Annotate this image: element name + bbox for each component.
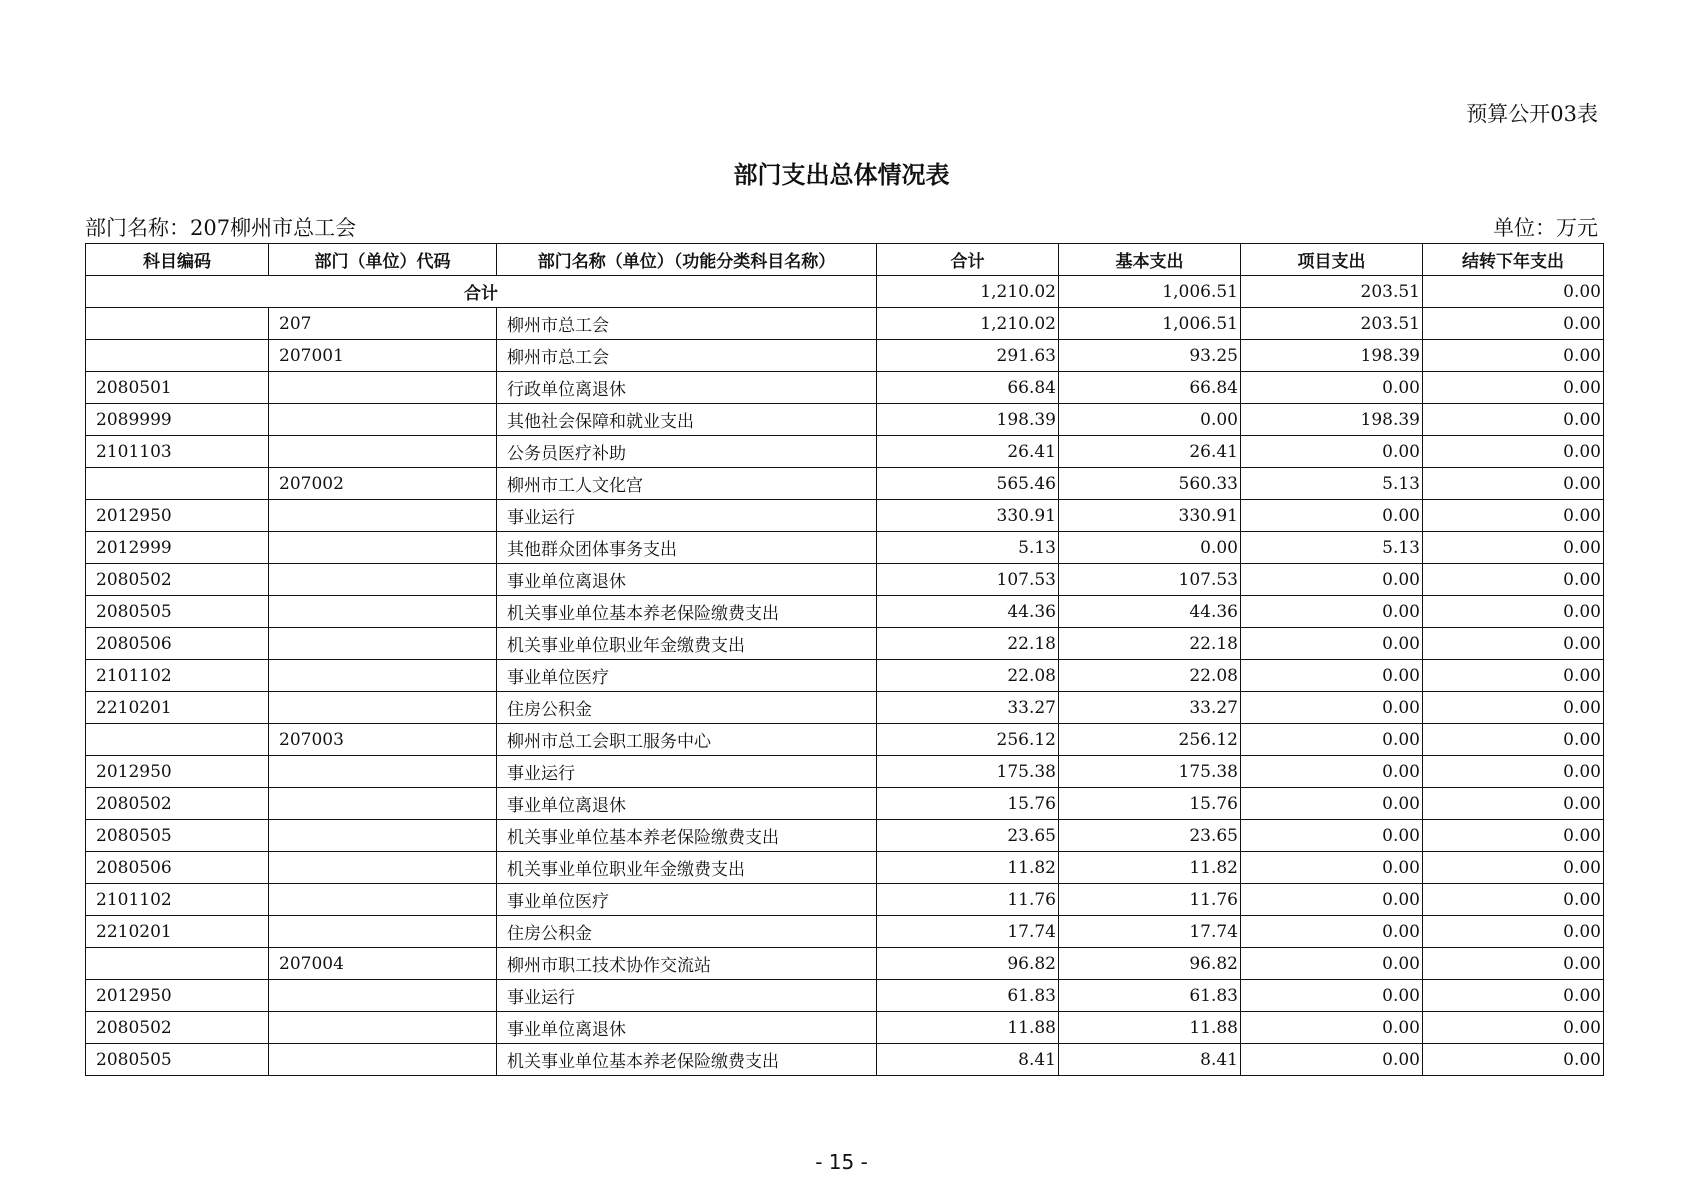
cell-subject-code: 2101102 [86, 884, 269, 916]
cell-name: 柳州市总工会 [497, 340, 877, 372]
cell-basic: 96.82 [1059, 948, 1241, 980]
cell-total: 96.82 [877, 948, 1059, 980]
cell-unit-code [269, 436, 497, 468]
cell-subject-code: 2101103 [86, 436, 269, 468]
cell-project: 0.00 [1241, 500, 1423, 532]
cell-name: 行政单位离退休 [497, 372, 877, 404]
table-row [86, 404, 1604, 436]
cell-name: 机关事业单位基本养老保险缴费支出 [497, 1044, 877, 1076]
col-header-unit-code: 部门（单位）代码 [269, 244, 497, 276]
table-row [86, 596, 1604, 628]
cell-unit-code [269, 884, 497, 916]
cell-unit-code [269, 916, 497, 948]
cell-subject-code: 2101102 [86, 660, 269, 692]
cell-total: 44.36 [877, 596, 1059, 628]
cell-name: 事业运行 [497, 756, 877, 788]
cell-subject-code: 2210201 [86, 916, 269, 948]
cell-subject-code: 2012999 [86, 532, 269, 564]
cell-basic: 8.41 [1059, 1044, 1241, 1076]
cell-name: 机关事业单位基本养老保险缴费支出 [497, 820, 877, 852]
cell-carry: 0.00 [1423, 404, 1604, 436]
cell-carry: 0.00 [1423, 1044, 1604, 1076]
cell-name: 柳州市职工技术协作交流站 [497, 948, 877, 980]
cell-total: 17.74 [877, 916, 1059, 948]
cell-subject-code [86, 948, 269, 980]
table-row [86, 948, 1604, 980]
cell-project: 0.00 [1241, 724, 1423, 756]
cell-project: 198.39 [1241, 404, 1423, 436]
table-row [86, 980, 1604, 1012]
cell-project: 0.00 [1241, 756, 1423, 788]
cell-unit-code [269, 788, 497, 820]
table-row [86, 532, 1604, 564]
cell-unit-code [269, 692, 497, 724]
cell-carry: 0.00 [1423, 820, 1604, 852]
cell-project: 0.00 [1241, 788, 1423, 820]
cell-carry: 0.00 [1423, 948, 1604, 980]
cell-carry: 0.00 [1423, 500, 1604, 532]
table-row [86, 372, 1604, 404]
cell-basic: 44.36 [1059, 596, 1241, 628]
cell-basic: 560.33 [1059, 468, 1241, 500]
table-row [86, 1012, 1604, 1044]
cell-basic: 15.76 [1059, 788, 1241, 820]
cell-project: 0.00 [1241, 852, 1423, 884]
cell-carry: 0.00 [1423, 436, 1604, 468]
cell-unit-code: 207002 [269, 468, 497, 500]
cell-total: 66.84 [877, 372, 1059, 404]
cell-carry: 0.00 [1423, 916, 1604, 948]
table-row [86, 724, 1604, 756]
col-header-subject-code: 科目编码 [86, 244, 269, 276]
page-title: 部门支出总体情况表 [733, 161, 950, 189]
table-row [86, 564, 1604, 596]
page-number: - 15 - [815, 1150, 868, 1174]
cell-name: 公务员医疗补助 [497, 436, 877, 468]
cell-total: 22.08 [877, 660, 1059, 692]
table-row [86, 756, 1604, 788]
cell-basic: 93.25 [1059, 340, 1241, 372]
cell-unit-code [269, 660, 497, 692]
cell-unit-code: 207 [269, 308, 497, 340]
cell-carry: 0.00 [1423, 372, 1604, 404]
cell-carry: 0.00 [1423, 308, 1604, 340]
table-row [86, 692, 1604, 724]
cell-basic: 66.84 [1059, 372, 1241, 404]
cell-basic: 1,006.51 [1059, 308, 1241, 340]
table-row [86, 468, 1604, 500]
cell-total: 291.63 [877, 340, 1059, 372]
cell-total: 330.91 [877, 500, 1059, 532]
table-row [86, 884, 1604, 916]
cell-total: 256.12 [877, 724, 1059, 756]
cell-carry: 0.00 [1423, 660, 1604, 692]
table-row [86, 628, 1604, 660]
cell-total: 565.46 [877, 468, 1059, 500]
cell-project: 198.39 [1241, 340, 1423, 372]
cell-basic: 61.83 [1059, 980, 1241, 1012]
col-header-total: 合计 [877, 244, 1059, 276]
cell-project: 0.00 [1241, 596, 1423, 628]
cell-carry: 0.00 [1423, 1012, 1604, 1044]
cell-project: 0.00 [1241, 1012, 1423, 1044]
cell-subject-code: 2210201 [86, 692, 269, 724]
total-carry: 0.00 [1423, 276, 1604, 308]
cell-unit-code [269, 1044, 497, 1076]
expenditure-table [85, 243, 1604, 1076]
table-row [86, 660, 1604, 692]
cell-subject-code: 2012950 [86, 500, 269, 532]
cell-name: 事业单位离退休 [497, 788, 877, 820]
cell-subject-code: 2089999 [86, 404, 269, 436]
cell-unit-code: 207004 [269, 948, 497, 980]
cell-unit-code: 207001 [269, 340, 497, 372]
cell-carry: 0.00 [1423, 724, 1604, 756]
cell-name: 事业单位离退休 [497, 1012, 877, 1044]
cell-total: 107.53 [877, 564, 1059, 596]
cell-subject-code [86, 340, 269, 372]
cell-name: 事业单位离退休 [497, 564, 877, 596]
cell-basic: 23.65 [1059, 820, 1241, 852]
cell-basic: 330.91 [1059, 500, 1241, 532]
cell-basic: 256.12 [1059, 724, 1241, 756]
cell-project: 0.00 [1241, 660, 1423, 692]
cell-name: 机关事业单位职业年金缴费支出 [497, 628, 877, 660]
cell-name: 柳州市工人文化宫 [497, 468, 877, 500]
cell-total: 11.76 [877, 884, 1059, 916]
table-row [86, 436, 1604, 468]
cell-name: 柳州市总工会 [497, 308, 877, 340]
cell-total: 22.18 [877, 628, 1059, 660]
cell-subject-code: 2080506 [86, 628, 269, 660]
cell-name: 其他群众团体事务支出 [497, 532, 877, 564]
total-sum: 1,210.02 [877, 276, 1059, 308]
cell-total: 15.76 [877, 788, 1059, 820]
cell-subject-code: 2080505 [86, 1044, 269, 1076]
cell-unit-code: 207003 [269, 724, 497, 756]
cell-basic: 175.38 [1059, 756, 1241, 788]
table-row [86, 308, 1604, 340]
table-row [86, 788, 1604, 820]
cell-carry: 0.00 [1423, 340, 1604, 372]
cell-subject-code: 2080505 [86, 820, 269, 852]
col-header-name: 部门名称（单位）（功能分类科目名称） [497, 244, 877, 276]
cell-total: 11.88 [877, 1012, 1059, 1044]
cell-subject-code: 2080501 [86, 372, 269, 404]
cell-total: 175.38 [877, 756, 1059, 788]
cell-total: 5.13 [877, 532, 1059, 564]
cell-unit-code [269, 628, 497, 660]
table-row [86, 1044, 1604, 1076]
col-header-project: 项目支出 [1241, 244, 1423, 276]
cell-subject-code [86, 308, 269, 340]
cell-unit-code [269, 596, 497, 628]
cell-subject-code: 2012950 [86, 980, 269, 1012]
cell-project: 0.00 [1241, 372, 1423, 404]
cell-subject-code: 2080502 [86, 788, 269, 820]
cell-basic: 11.76 [1059, 884, 1241, 916]
col-header-basic: 基本支出 [1059, 244, 1241, 276]
cell-carry: 0.00 [1423, 596, 1604, 628]
cell-subject-code [86, 468, 269, 500]
cell-carry: 0.00 [1423, 756, 1604, 788]
cell-unit-code [269, 820, 497, 852]
cell-carry: 0.00 [1423, 564, 1604, 596]
cell-project: 5.13 [1241, 468, 1423, 500]
header-row [86, 244, 1604, 276]
cell-name: 机关事业单位职业年金缴费支出 [497, 852, 877, 884]
cell-name: 事业运行 [497, 500, 877, 532]
cell-name: 柳州市总工会职工服务中心 [497, 724, 877, 756]
cell-total: 1,210.02 [877, 308, 1059, 340]
table-row [86, 340, 1604, 372]
cell-project: 0.00 [1241, 884, 1423, 916]
cell-basic: 0.00 [1059, 404, 1241, 436]
cell-unit-code [269, 980, 497, 1012]
total-project: 203.51 [1241, 276, 1423, 308]
cell-total: 33.27 [877, 692, 1059, 724]
total-label: 合计 [86, 276, 877, 308]
total-basic: 1,006.51 [1059, 276, 1241, 308]
cell-total: 26.41 [877, 436, 1059, 468]
cell-total: 11.82 [877, 852, 1059, 884]
cell-unit-code [269, 404, 497, 436]
cell-subject-code [86, 724, 269, 756]
cell-unit-code [269, 564, 497, 596]
table-row [86, 820, 1604, 852]
cell-project: 0.00 [1241, 692, 1423, 724]
cell-subject-code: 2012950 [86, 756, 269, 788]
cell-subject-code: 2080505 [86, 596, 269, 628]
cell-project: 5.13 [1241, 532, 1423, 564]
cell-project: 0.00 [1241, 948, 1423, 980]
cell-basic: 11.82 [1059, 852, 1241, 884]
cell-basic: 11.88 [1059, 1012, 1241, 1044]
cell-carry: 0.00 [1423, 532, 1604, 564]
cell-name: 住房公积金 [497, 916, 877, 948]
cell-unit-code [269, 500, 497, 532]
cell-subject-code: 2080506 [86, 852, 269, 884]
cell-subject-code: 2080502 [86, 1012, 269, 1044]
cell-carry: 0.00 [1423, 884, 1604, 916]
col-header-carry: 结转下年支出 [1423, 244, 1604, 276]
cell-basic: 33.27 [1059, 692, 1241, 724]
cell-unit-code [269, 852, 497, 884]
total-row [86, 276, 1604, 308]
cell-carry: 0.00 [1423, 692, 1604, 724]
cell-carry: 0.00 [1423, 980, 1604, 1012]
cell-project: 0.00 [1241, 564, 1423, 596]
cell-name: 机关事业单位基本养老保险缴费支出 [497, 596, 877, 628]
cell-carry: 0.00 [1423, 628, 1604, 660]
cell-unit-code [269, 532, 497, 564]
cell-basic: 0.00 [1059, 532, 1241, 564]
cell-basic: 22.08 [1059, 660, 1241, 692]
cell-carry: 0.00 [1423, 852, 1604, 884]
unit-label: 单位：万元 [1493, 216, 1598, 240]
cell-unit-code [269, 372, 497, 404]
cell-basic: 22.18 [1059, 628, 1241, 660]
cell-total: 198.39 [877, 404, 1059, 436]
table-row [86, 916, 1604, 948]
form-id: 预算公开03表 [1466, 102, 1598, 126]
cell-name: 事业运行 [497, 980, 877, 1012]
cell-basic: 107.53 [1059, 564, 1241, 596]
cell-total: 23.65 [877, 820, 1059, 852]
cell-project: 0.00 [1241, 980, 1423, 1012]
cell-basic: 26.41 [1059, 436, 1241, 468]
cell-project: 0.00 [1241, 436, 1423, 468]
department-name: 部门名称：207柳州市总工会 [85, 216, 357, 240]
cell-name: 其他社会保障和就业支出 [497, 404, 877, 436]
cell-project: 203.51 [1241, 308, 1423, 340]
table-row [86, 500, 1604, 532]
cell-total: 61.83 [877, 980, 1059, 1012]
cell-project: 0.00 [1241, 628, 1423, 660]
cell-project: 0.00 [1241, 916, 1423, 948]
cell-name: 事业单位医疗 [497, 660, 877, 692]
cell-unit-code [269, 1012, 497, 1044]
cell-name: 住房公积金 [497, 692, 877, 724]
cell-subject-code: 2080502 [86, 564, 269, 596]
cell-project: 0.00 [1241, 820, 1423, 852]
cell-name: 事业单位医疗 [497, 884, 877, 916]
cell-total: 8.41 [877, 1044, 1059, 1076]
table-row [86, 852, 1604, 884]
cell-carry: 0.00 [1423, 468, 1604, 500]
cell-unit-code [269, 756, 497, 788]
cell-carry: 0.00 [1423, 788, 1604, 820]
cell-basic: 17.74 [1059, 916, 1241, 948]
cell-project: 0.00 [1241, 1044, 1423, 1076]
